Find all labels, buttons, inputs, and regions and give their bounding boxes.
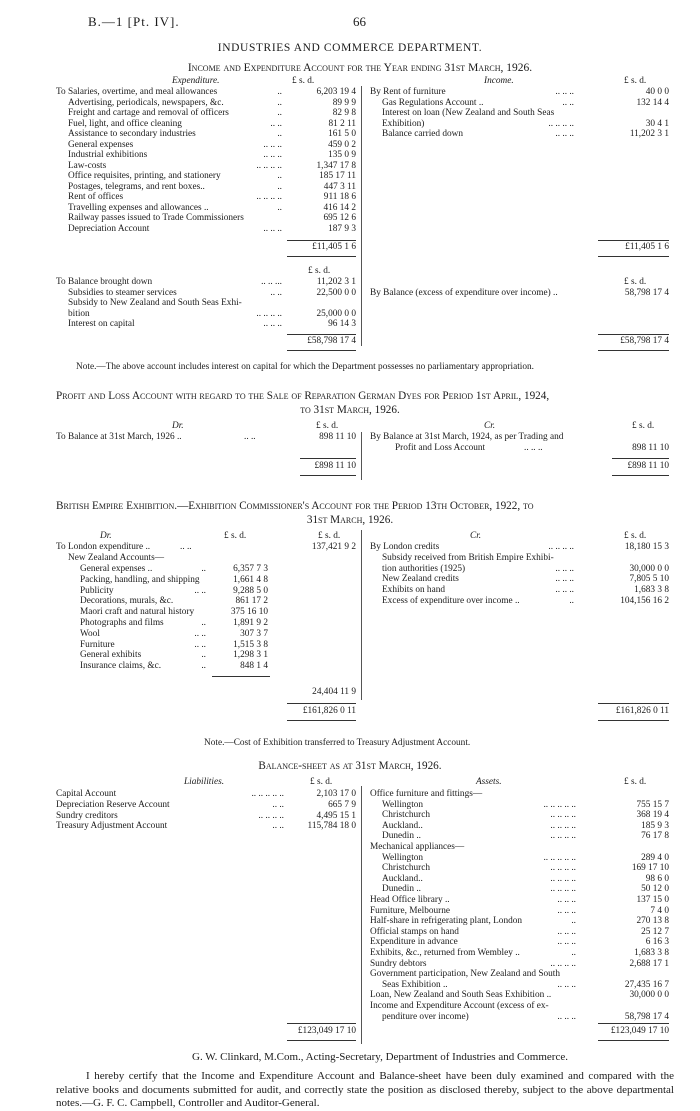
- ie-exp-row-amount: 459 0 2: [328, 139, 356, 150]
- bs-asset-row-leader-dots: .. .. .. .. ..: [543, 852, 576, 863]
- ie-exp-row-leader-dots: .. .. ..: [263, 150, 282, 160]
- bs-asset-row-label: Dunedin ..: [382, 884, 421, 895]
- bs-assets-total: £123,049 17 10: [610, 1026, 669, 1036]
- bs-asset-row-amount: 50 12 0: [641, 884, 669, 895]
- pl-cr-total: £898 11 10: [627, 461, 669, 471]
- bee-nz-row-amount: 307 3 7: [240, 628, 268, 639]
- bee-nz-row-amount: 6,357 7 3: [233, 564, 268, 574]
- bs-liab-row-leader-dots: .. .. .. ..: [258, 810, 284, 821]
- bs-asset-row-leader-dots: .. .. .. ..: [550, 873, 576, 884]
- ie-inc-total: £11,405 1 6: [625, 242, 669, 252]
- bee-nz-row-label: Insurance claims, &c.: [80, 661, 162, 672]
- ie-exp-row-leader-dots: .. .. ..: [263, 139, 282, 150]
- bs-asset-row-label: Half-share in refrigerating plant, London: [370, 916, 523, 927]
- ie-exp-row-label: Fuel, light, and office cleaning: [68, 118, 182, 129]
- signature: G. W. Clinkard, M.Com., Acting-Secretary, Department of Industries and Commerce.: [192, 1051, 568, 1063]
- bee-nz-row-leader-dots: ..: [201, 618, 206, 628]
- bs-asset-row-amount: 25 12 7: [641, 926, 669, 937]
- ie-exp-row-label: Advertising, periodicals, newspapers, &c.: [68, 97, 224, 108]
- bee-nz-row-label: Publicity: [80, 585, 114, 596]
- ie-exp-row-label: To Salaries, overtime, and meal allowances: [56, 87, 218, 97]
- ie-bal-lsd-left: £ s. d.: [308, 266, 331, 276]
- bs-asset-row-amount: 169 17 10: [631, 863, 669, 874]
- ie-exp-row-leader-dots: ..: [277, 87, 282, 97]
- bs-liab-row-label: Sundry creditors: [56, 810, 118, 821]
- bs-asset-row-amount: 755 15 7: [636, 799, 669, 810]
- ie-exp-row-amount: 135 0 9: [328, 150, 356, 160]
- rule: [287, 720, 356, 721]
- bs-liab-row-amount: 4,495 15 1: [316, 810, 356, 821]
- bs-asset-row-label: Sundry debtors: [370, 958, 427, 969]
- pl-cr-label-2: Profit and Loss Account: [395, 443, 486, 453]
- bee-nz-row-label: General exhibits: [80, 650, 142, 661]
- ie-inc-row-label: Gas Regulations Account ..: [382, 97, 484, 108]
- bs-asset-row-amount: 368 19 4: [636, 810, 669, 821]
- bs-liab-row-leader-dots: .. ..: [272, 799, 284, 810]
- bee-nz-row-amount: 1,661 4 8: [233, 574, 268, 585]
- ie-exp-row-label: Postages, telegrams, and rent boxes..: [68, 181, 205, 192]
- bee-divider: [361, 530, 362, 700]
- bee-title-1: British Empire Exhibition.—Exhibition Commissioner's Account for the Period 13th October, 1922, to: [56, 500, 534, 512]
- bs-asset-row-leader-dots: .. .. .. ..: [550, 884, 576, 895]
- bee-nz-row-amount: 1,298 3 1: [233, 650, 268, 661]
- ie-bal-row-leader-dots: .. ..: [270, 287, 282, 298]
- bs-liab-row-amount: 665 7 9: [328, 799, 356, 810]
- bee-nz-row-label: Maori craft and natural history: [80, 607, 195, 618]
- bee-nz-row-label: Decorations, murals, &c.: [80, 596, 174, 607]
- pl-title-2: to 31st March, 1926.: [300, 404, 400, 416]
- bee-cr-row-label: Excess of expenditure over income ..: [382, 596, 520, 606]
- pl-cr: Cr.: [484, 421, 496, 431]
- ie-exp-row-label: Assistance to secondary industries: [68, 129, 196, 139]
- ie-exp-row-label: General expenses: [68, 139, 134, 150]
- bee-nz-row-leader-dots: ..: [201, 661, 206, 672]
- bee-note: Note.—Cost of Exhibition transferred to Treasury Adjustment Account.: [204, 738, 471, 748]
- bs-asset-row-label: Expenditure in advance: [370, 937, 458, 948]
- pl-lsd-right: £ s. d.: [632, 421, 655, 431]
- ie-exp-row-leader-dots: ..: [277, 97, 282, 108]
- bee-london-label: To London expenditure ..: [56, 542, 151, 552]
- bee-cr-row-label: Exhibits on hand: [382, 585, 446, 596]
- bee-london-dots: .. ..: [180, 542, 192, 552]
- bs-asset-row-leader-dots: .. .. ..: [557, 895, 576, 905]
- bs-divider: [361, 786, 362, 1044]
- bee-cr-total: £161,826 0 11: [615, 706, 669, 716]
- bee-cr-row-leader-dots: .. .. .. ..: [548, 542, 574, 552]
- bee-lsd-left-2: £ s. d.: [318, 531, 341, 541]
- ie-bal-row-leader-dots: .. .. .. ..: [256, 308, 282, 319]
- pl-dr-label: To Balance at 31st March, 1926 ..: [56, 432, 182, 442]
- bee-nz-row-amount: 861 17 2: [235, 596, 268, 607]
- ie-exp-row-leader-dots: .. .. .. ..: [256, 160, 282, 171]
- bs-asset-row-amount: 1,683 3 8: [634, 948, 669, 958]
- ie-bal-row-label: Subsidy to New Zealand and South Seas Exhi-: [68, 298, 242, 308]
- bs-asset-row-leader-dots: .. .. ..: [557, 926, 576, 937]
- ie-exp-row-amount: 1,347 17 8: [316, 160, 356, 171]
- bee-nz-row-amount: 1,515 3 8: [233, 639, 268, 650]
- ie-inc-row-amount: 40 0 0: [645, 87, 669, 97]
- ie-exp-row-leader-dots: ..: [277, 108, 282, 118]
- bs-asset-row-amount: 98 6 0: [645, 873, 669, 884]
- bee-cr: Cr.: [470, 531, 482, 541]
- page-number: 66: [353, 14, 366, 29]
- ie-inc-row-label: By Rent of furniture: [370, 87, 446, 97]
- bee-london-amount: 137,421 9 2: [311, 542, 356, 552]
- ie-inc-row-leader-dots: .. .. .. ..: [548, 118, 574, 129]
- bs-asset-row-amount: 76 17 8: [641, 831, 669, 842]
- bee-nz-row-leader-dots: .. ..: [194, 585, 206, 596]
- bs-liab-row-label: Treasury Adjustment Account: [56, 821, 168, 832]
- bs-asset-row-label: Official stamps on hand: [370, 926, 459, 937]
- bs-title: Balance-sheet as at 31st March, 1926.: [258, 760, 442, 772]
- ie-note: Note.—The above account includes interest on capital for which the Department possesses no parliamentary appropriation.: [76, 362, 534, 372]
- bee-nz-row-label: Photographs and films: [80, 618, 164, 628]
- bee-nz-row-leader-dots: ..: [201, 564, 206, 574]
- bs-liab-row-label: Depreciation Reserve Account: [56, 799, 170, 810]
- ie-bal-row-label: To Balance brought down: [56, 277, 153, 287]
- bee-cr-row-amount: 104,156 16 2: [620, 596, 669, 606]
- bs-asset-row-label: Auckland..: [382, 873, 423, 884]
- ie-bal-row-amount: 96 14 3: [328, 319, 356, 329]
- ie-bal-lsd-right: £ s. d.: [624, 277, 647, 287]
- bee-cr-row-leader-dots: .. .. ..: [555, 563, 574, 574]
- bee-cr-row-leader-dots: .. .. ..: [555, 574, 574, 585]
- ie-inc-row-leader-dots: .. .. ..: [555, 87, 574, 97]
- bs-asset-row-label: Auckland..: [382, 820, 423, 831]
- ie-bal-total: £58,798 17 4: [307, 336, 356, 346]
- rule: [287, 350, 356, 351]
- bs-liab-total: £123,049 17 10: [297, 1026, 356, 1036]
- ie-bal-row-leader-dots: .. .. ..: [263, 319, 282, 329]
- bs-asset-row-leader-dots: .. .. ..: [557, 1011, 576, 1022]
- ie-inc-row-leader-dots: .. ..: [562, 97, 574, 108]
- department-title: INDUSTRIES AND COMMERCE DEPARTMENT.: [217, 42, 483, 54]
- ie-exp-row-leader-dots: ..: [277, 129, 282, 139]
- bs-asset-row-label: Seas Exhibition ..: [382, 979, 448, 990]
- bee-nz-row-leader-dots: .. ..: [194, 639, 206, 650]
- bs-liab-row-amount: 115,784 18 0: [307, 821, 356, 832]
- bs-asset-row-leader-dots: .. .. .. ..: [550, 810, 576, 821]
- ie-exp-row-amount: 89 9 9: [332, 97, 356, 108]
- ie-exp-row-amount: 695 12 6: [323, 213, 356, 223]
- bee-nz-row-label: Furniture: [80, 639, 115, 650]
- bee-nz-row-label: Packing, handling, and shipping: [80, 574, 200, 585]
- ie-income-head: Income.: [484, 76, 514, 86]
- ie-exp-row-label: Industrial exhibitions: [68, 150, 148, 160]
- bs-asset-row-label: Office furniture and fittings—: [370, 789, 483, 799]
- rule: [287, 1023, 356, 1024]
- bee-cr-row-amount: 7,805 5 10: [629, 574, 669, 585]
- rule: [598, 256, 669, 257]
- ie-exp-total: £11,405 1 6: [312, 242, 356, 252]
- bs-asset-row-leader-dots: .. .. ..: [557, 905, 576, 916]
- rule: [598, 350, 669, 351]
- rule: [598, 1040, 669, 1041]
- bee-cr-row-amount: 1,683 3 8: [634, 585, 669, 596]
- ie-exp-row-amount: 161 5 0: [328, 129, 356, 139]
- ie-exp-row-amount: 911 18 6: [323, 192, 356, 202]
- bee-cr-row-leader-dots: .. .. ..: [555, 585, 574, 596]
- pl-cr-dots: .. .. ..: [524, 443, 543, 453]
- bs-asset-row-amount: 6 16 3: [645, 937, 669, 948]
- bs-asset-row-amount: 58,798 17 4: [624, 1011, 669, 1022]
- ie-inc-row-amount: 30 4 1: [645, 118, 669, 129]
- bs-lsd-left: £ s. d.: [310, 777, 333, 787]
- ie-expenditure-head: Expenditure.: [172, 76, 220, 86]
- bee-nz-row-amount: 9,288 5 0: [233, 585, 268, 596]
- pl-dr-total: £898 11 10: [314, 461, 356, 471]
- bee-nz-row-label: General expenses ..: [80, 564, 153, 574]
- rule: [598, 1023, 669, 1024]
- bee-nz-total: 24,404 11 9: [312, 687, 356, 697]
- bee-cr-row-amount: 30,000 0 0: [629, 563, 669, 574]
- pl-dr-amount: 898 11 10: [319, 432, 356, 442]
- ie-bal-row-label: bition: [68, 308, 90, 319]
- bs-asset-row-leader-dots: .. .. .. ..: [550, 863, 576, 874]
- rule: [212, 676, 270, 677]
- bs-asset-row-label: Mechanical appliances—: [370, 842, 465, 852]
- pl-dr-dots: .. ..: [244, 432, 256, 442]
- bs-lsd-right: £ s. d.: [624, 777, 647, 787]
- bs-asset-row-amount: 137 15 0: [636, 895, 669, 905]
- rule: [287, 1040, 356, 1041]
- bs-asset-row-leader-dots: .. .. .. ..: [550, 831, 576, 842]
- bs-asset-row-label: penditure over income): [382, 1011, 469, 1022]
- ie-bal-row-label: Subsidies to steamer services: [68, 287, 177, 298]
- rule: [598, 334, 669, 335]
- rule: [612, 458, 669, 459]
- ie-exp-row-label: Depreciation Account: [68, 223, 150, 234]
- bee-nz-row-amount: 375 16 10: [230, 607, 268, 618]
- ie-exp-row-leader-dots: .. ..: [270, 118, 282, 129]
- bee-lsd-right: £ s. d.: [624, 531, 647, 541]
- bs-liab-row-leader-dots: .. .. .. .. ..: [251, 789, 284, 799]
- ie-bal-row-leader-dots: .. .. ...: [261, 277, 282, 287]
- pl-cr-amount: 898 11 10: [632, 443, 669, 453]
- ie-exp-row-amount: 447 3 11: [323, 181, 356, 192]
- ie-inc-row-label: Interest on loan (New Zealand and South Seas: [382, 108, 555, 118]
- bs-asset-row-label: Loan, New Zealand and South Seas Exhibition ..: [370, 990, 552, 1001]
- bs-asset-row-label: Wellington: [382, 799, 424, 810]
- bee-cr-row-leader-dots: ..: [569, 596, 574, 606]
- rule: [287, 256, 356, 257]
- bee-lsd-left-1: £ s. d.: [224, 531, 247, 541]
- ie-title: Income and Expenditure Account for the Year ending 31st March, 1926.: [187, 62, 533, 74]
- pl-lsd-left: £ s. d.: [316, 421, 339, 431]
- bee-cr-row-label: tion authorities (1925): [382, 563, 466, 574]
- bee-dr-total: £161,826 0 11: [302, 706, 356, 716]
- ie-lsd-right: £ s. d.: [624, 76, 647, 86]
- bs-asset-row-amount: 27,435 16 7: [624, 979, 669, 990]
- rule: [287, 240, 356, 241]
- ie-inc-row-leader-dots: .. .. ..: [555, 129, 574, 139]
- bee-cr-row-amount: 18,180 15 3: [624, 542, 669, 552]
- ie-bal-row-amount: 22,500 0 0: [316, 287, 356, 298]
- bee-nz-row-leader-dots: ..: [201, 650, 206, 661]
- bee-cr-row-label: By London credits: [370, 542, 440, 552]
- bs-liab-row-amount: 2,103 17 0: [316, 789, 356, 799]
- bee-nz-row-leader-dots: .. ..: [194, 628, 206, 639]
- ie-exp-row-label: Travelling expenses and allowances ..: [68, 202, 209, 213]
- ie-exp-row-label: Freight and cartage and removal of officers: [68, 108, 229, 118]
- ie-exp-row-amount: 187 9 3: [328, 223, 356, 234]
- bs-asset-row-label: Exhibits, &c., returned from Wembley ..: [370, 948, 520, 958]
- bee-nz-head: New Zealand Accounts—: [68, 553, 165, 563]
- bs-liab-head: Liabilities.: [184, 777, 225, 787]
- bs-asset-row-label: Income and Expenditure Account (excess of ex-: [370, 1001, 549, 1011]
- bs-liab-row-leader-dots: .. ..: [272, 821, 284, 832]
- rule: [612, 475, 669, 476]
- bee-cr-row-label: New Zealand credits: [382, 574, 459, 585]
- pl-cr-label-1: By Balance at 31st March, 1924, as per Trading and: [370, 432, 564, 442]
- page-ref: B.—1 [Pt. IV].: [88, 14, 180, 29]
- pl-dr: Dr.: [172, 421, 184, 431]
- bs-asset-row-leader-dots: ..: [571, 916, 576, 927]
- bs-asset-row-label: Head Office library ..: [370, 895, 450, 905]
- bee-dr: Dr.: [100, 531, 112, 541]
- bs-asset-row-leader-dots: .. .. .. .. ..: [543, 799, 576, 810]
- ie-exp-row-amount: 81 2 11: [328, 118, 356, 129]
- ie-inc-row-amount: 11,202 3 1: [629, 129, 669, 139]
- bee-nz-row-label: Wool: [80, 628, 100, 639]
- ie-divider: [361, 86, 362, 346]
- ie-exp-row-leader-dots: .. .. ..: [263, 223, 282, 234]
- bs-asset-row-leader-dots: ..: [571, 948, 576, 958]
- ie-exp-row-amount: 6,203 19 4: [316, 87, 356, 97]
- ie-exp-row-leader-dots: ..: [277, 202, 282, 213]
- ie-bal-row-label: Interest on capital: [68, 319, 135, 329]
- ie-bal-row-amount: 11,202 3 1: [316, 277, 356, 287]
- pl-divider: [361, 432, 362, 480]
- ie-exp-row-label: Office requisites, printing, and stationery: [68, 171, 221, 181]
- ie-inc-row-amount: 132 14 4: [636, 97, 669, 108]
- bs-asset-row-leader-dots: .. .. ..: [557, 937, 576, 948]
- ie-exp-row-amount: 82 9 8: [332, 108, 356, 118]
- bee-cr-row-label: Subsidy received from British Empire Exhibi-: [382, 552, 554, 563]
- bs-asset-row-amount: 30,000 0 0: [629, 990, 669, 1001]
- rule: [598, 240, 669, 241]
- bs-asset-row-leader-dots: .. .. ..: [557, 979, 576, 990]
- bee-title-2: 31st March, 1926.: [306, 514, 394, 526]
- bs-asset-row-amount: 270 13 8: [636, 916, 669, 927]
- bee-nz-row-amount: 1,891 9 2: [233, 618, 268, 628]
- ie-exp-row-label: Rent of offices: [68, 192, 124, 202]
- ie-inc-row-label: Balance carried down: [382, 129, 464, 139]
- ie-exp-row-amount: 185 17 11: [319, 171, 356, 181]
- bee-nz-row-amount: 848 1 4: [240, 661, 268, 672]
- bs-asset-row-label: Christchurch: [382, 863, 431, 874]
- ie-lsd-left: £ s. d.: [292, 76, 315, 86]
- bs-asset-row-leader-dots: .. .. .. ..: [550, 820, 576, 831]
- ie-bal-cr-total: £58,798 17 4: [620, 336, 669, 346]
- rule: [598, 720, 669, 721]
- rule: [300, 475, 356, 476]
- ie-bal-cr-amount: 58,798 17 4: [624, 288, 669, 298]
- ie-bal-cr-label: By Balance (excess of expenditure over income) ..: [370, 288, 558, 298]
- certificate: I hereby certify that the Income and Expenditure Account and Balance-sheet have been duly examined and compared with the relative books and documents submitted for audit, and correctly state the position as disclosed thereby, subject to the above departmental notes.—G. F. C. Campbell, Controller and Auditor-General.: [56, 1070, 674, 1109]
- ie-exp-row-leader-dots: ..: [277, 171, 282, 181]
- bs-asset-row-label: Dunedin ..: [382, 831, 421, 842]
- ie-exp-row-leader-dots: .. .. .. ..: [256, 192, 282, 202]
- ie-exp-row-amount: 416 14 2: [323, 202, 356, 213]
- rule: [598, 703, 669, 704]
- rule: [300, 458, 356, 459]
- bs-asset-row-label: Christchurch: [382, 810, 431, 821]
- bs-assets-head: Assets.: [476, 777, 502, 787]
- bs-asset-row-amount: 185 9 3: [641, 820, 669, 831]
- bs-asset-row-label: Wellington: [382, 852, 424, 863]
- ie-exp-row-label: Law-costs: [68, 160, 107, 171]
- bs-asset-row-amount: 2,688 17 1: [629, 958, 669, 969]
- bs-asset-row-amount: 7 4 0: [650, 905, 669, 916]
- bs-asset-row-label: Furniture, Melbourne: [370, 905, 451, 916]
- ie-exp-row-label: Railway passes issued to Trade Commissioners: [68, 213, 244, 223]
- ie-exp-row-leader-dots: ..: [277, 181, 282, 192]
- pl-title-1: Profit and Loss Account with regard to the Sale of Reparation German Dyes for Period 1st April, 1924,: [56, 390, 550, 402]
- rule: [287, 703, 356, 704]
- bs-asset-row-leader-dots: .. .. .. ..: [550, 958, 576, 969]
- bs-asset-row-amount: 289 4 0: [641, 852, 669, 863]
- ie-inc-row-label: Exhibition): [382, 118, 425, 129]
- ie-bal-row-amount: 25,000 0 0: [316, 308, 356, 319]
- bs-asset-row-label: Government participation, New Zealand and South: [370, 969, 561, 980]
- bs-liab-row-label: Capital Account: [56, 789, 117, 799]
- rule: [287, 334, 356, 335]
